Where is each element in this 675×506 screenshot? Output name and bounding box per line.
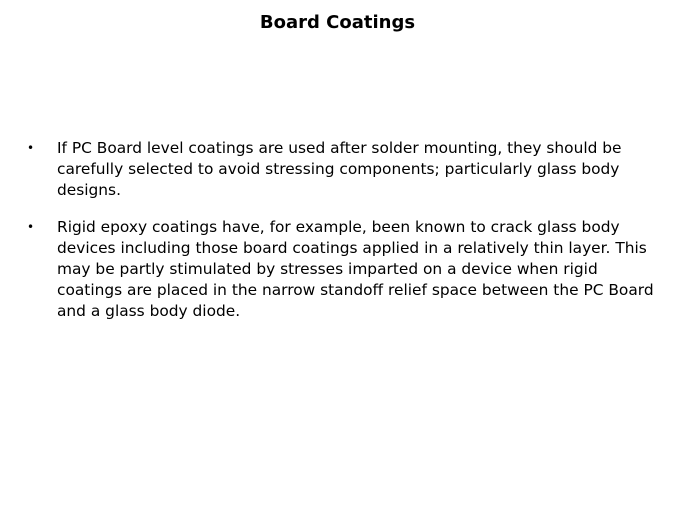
slide-title: Board Coatings <box>259 12 416 33</box>
bullet-marker: • <box>27 141 35 155</box>
bullet-list <box>24 138 654 338</box>
bullet-text: If PC Board level coatings are used after solder mounting, they should be carefully selected to avoid stressing components; particularly glass body designs. <box>57 139 622 200</box>
bullet-marker: • <box>27 219 35 234</box>
bullet-item <box>24 138 654 202</box>
bullet-text: Rigid epoxy coatings have, for example, been known to crack glass body devices including those board coatings applied in a relatively thin layer. This may be partly stimulated by stresses imparted on a device when rigid coatings are placed in the narrow standoff relief space between the PC Board and a glass body diode. <box>57 217 654 321</box>
bullet-item <box>24 217 654 323</box>
